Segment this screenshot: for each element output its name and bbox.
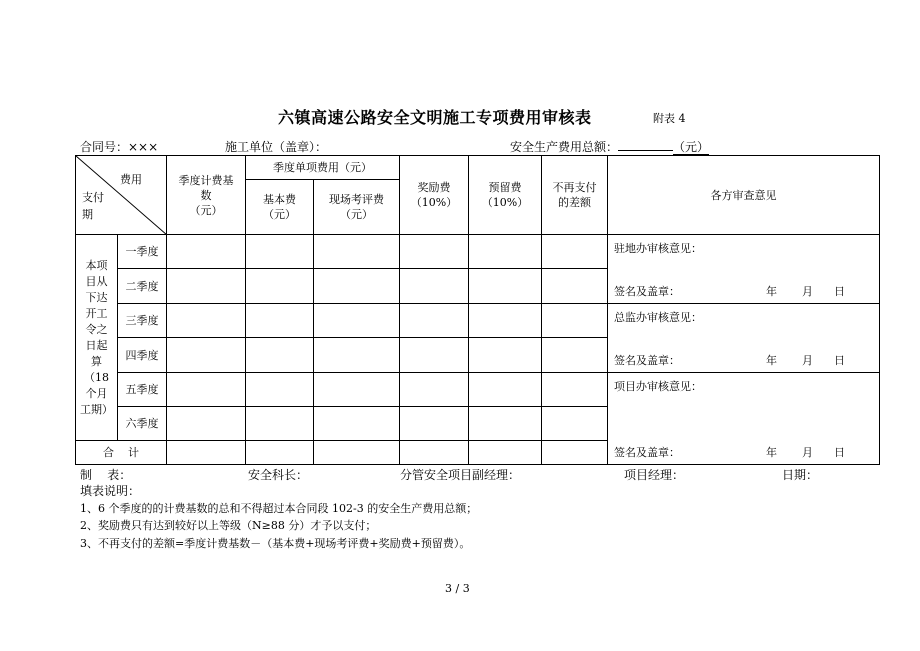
table-cell (314, 235, 400, 269)
period-description (76, 235, 118, 441)
quarter-base-line1: 季度计费基 (178, 173, 234, 187)
reserve-header (469, 156, 542, 235)
table-cell (167, 269, 246, 304)
opinion-heading: 总监办审核意见： (614, 311, 702, 324)
table-cell (246, 269, 314, 304)
table-cell (167, 373, 246, 407)
opinion-sign-label: 签名及盖章： (614, 446, 680, 459)
total-row-label (76, 441, 167, 465)
corner-fee-label: 费用 (120, 173, 142, 186)
opinion-heading: 项目办审核意见： (614, 380, 702, 393)
basic-fee-header (246, 180, 314, 235)
table-cell (469, 235, 542, 269)
site-fee-line1: 现场考评费 (329, 193, 384, 206)
table-cell (400, 338, 469, 373)
total-fee-blank (618, 150, 673, 151)
header-corner-cell (76, 156, 167, 235)
table-cell (246, 304, 314, 338)
table-cell (167, 338, 246, 373)
quarter-label: 三季度 (118, 304, 167, 338)
table-cell (542, 373, 608, 407)
construction-unit-label: 施工单位（盖章）： (225, 140, 328, 154)
period-text-4: 令之 (85, 322, 108, 336)
difference-line1: 不再支付 (552, 181, 597, 194)
period-text-1: 目从 (85, 274, 108, 288)
reward-line2: （10%） (410, 196, 458, 209)
quarter-label: 一季度 (118, 235, 167, 269)
table-cell (167, 235, 246, 269)
page-number: 3 / 3 (445, 582, 470, 595)
quarter-base-header (167, 156, 246, 235)
reserve-line1: 预留费 (488, 181, 522, 194)
table-cell (542, 304, 608, 338)
table-cell (400, 304, 469, 338)
opinion-heading: 驻地办审核意见： (614, 242, 702, 255)
difference-line2: 的差额 (558, 196, 591, 209)
table-cell (400, 407, 469, 441)
opinion-day: 日 (834, 446, 845, 459)
period-text-9: 工期） (80, 402, 113, 416)
opinion-sign-label: 签名及盖章： (614, 285, 680, 298)
table-cell (542, 407, 608, 441)
table-cell (469, 407, 542, 441)
table-cell (314, 373, 400, 407)
reserve-line2: （10%） (481, 196, 529, 209)
table-cell (469, 338, 542, 373)
table-cell (469, 269, 542, 304)
table-cell (542, 269, 608, 304)
contract-number: 合同号：××× (80, 140, 159, 154)
resident-office-opinion (608, 235, 880, 304)
opinion-year: 年 (766, 285, 777, 298)
fee-review-table (75, 155, 880, 465)
table-cell (314, 269, 400, 304)
opinions-header: 各方审查意见 (608, 156, 880, 235)
reward-header (400, 156, 469, 235)
table-cell (400, 235, 469, 269)
reward-line1: 奖励费 (417, 181, 451, 194)
notes-heading: 填表说明： (80, 484, 141, 498)
footer-safety-chief: 安全科长： (248, 468, 309, 482)
total-fee-text: 安全生产费用总额： (510, 140, 619, 154)
note-item-1: 1、6 个季度的的计费基数的总和不得超过本合同段 102-3 的安全生产费用总额； (80, 502, 478, 515)
table-cell (314, 407, 400, 441)
period-text-5: 日起 (85, 338, 108, 352)
period-text-0: 本项 (85, 258, 108, 272)
opinion-day: 日 (834, 285, 845, 298)
quarter-label: 五季度 (118, 373, 167, 407)
table-cell (400, 441, 469, 465)
table-cell (314, 338, 400, 373)
footer-maker: 制 表： (80, 468, 132, 482)
table-cell (542, 235, 608, 269)
table-cell (542, 441, 608, 465)
quarter-label: 二季度 (118, 269, 167, 304)
table-cell (469, 373, 542, 407)
table-cell (246, 441, 314, 465)
document-title: 六镇高速公路安全文明施工专项费用审核表 (278, 108, 592, 127)
quarter-base-line2: 数 (200, 188, 212, 202)
total-fee-unit: （元） (673, 140, 710, 154)
table-cell (314, 441, 400, 465)
quarter-label: 四季度 (118, 338, 167, 373)
table-cell (469, 304, 542, 338)
quarter-items-header: 季度单项费用（元） (246, 156, 400, 180)
footer-manager: 项目经理： (624, 468, 685, 482)
quarter-label: 六季度 (118, 407, 167, 441)
site-fee-line2: （元） (340, 208, 373, 221)
project-office-opinion (608, 373, 880, 465)
table-cell (167, 441, 246, 465)
opinion-sign-label: 签名及盖章： (614, 354, 680, 367)
attachment-label: 附表 4 (653, 112, 686, 125)
table-cell (246, 407, 314, 441)
chief-supervisor-opinion (608, 304, 880, 373)
opinion-year: 年 (766, 354, 777, 367)
table-cell (542, 338, 608, 373)
basic-fee-line1: 基本费 (263, 193, 296, 206)
opinion-year: 年 (766, 446, 777, 459)
table-cell (167, 407, 246, 441)
opinion-month: 月 (802, 285, 813, 298)
table-cell (469, 441, 542, 465)
period-text-8: 个月 (85, 386, 108, 400)
corner-period-label: 期 (82, 208, 93, 221)
footer-date: 日期： (782, 468, 819, 482)
footer-deputy-manager: 分管安全项目副经理： (400, 468, 521, 482)
table-cell (246, 338, 314, 373)
total-fee-label (510, 138, 709, 155)
opinion-month: 月 (802, 354, 813, 367)
quarter-base-line3: （元） (189, 203, 223, 217)
site-fee-header (314, 180, 400, 235)
table-cell (400, 269, 469, 304)
period-text-6: 算 (91, 354, 102, 368)
table-cell (246, 235, 314, 269)
basic-fee-line2: （元） (263, 208, 296, 221)
note-item-2: 2、奖励费只有达到较好以上等级（N≥88 分）才予以支付； (80, 519, 377, 532)
opinion-day: 日 (834, 354, 845, 367)
note-item-3: 3、不再支付的差额=季度计费基数－（基本费+现场考评费+奖励费+预留费）。 (80, 537, 471, 550)
table-cell (246, 373, 314, 407)
period-text-3: 开工 (85, 306, 108, 320)
table-cell (314, 304, 400, 338)
total-row-text: 合 计 (103, 446, 139, 459)
corner-payment-label: 支付 (82, 191, 104, 204)
difference-header (542, 156, 608, 235)
period-text-2: 下达 (85, 290, 108, 304)
period-text-7: （18 (84, 370, 109, 384)
opinion-month: 月 (802, 446, 813, 459)
table-cell (400, 373, 469, 407)
table-cell (167, 304, 246, 338)
